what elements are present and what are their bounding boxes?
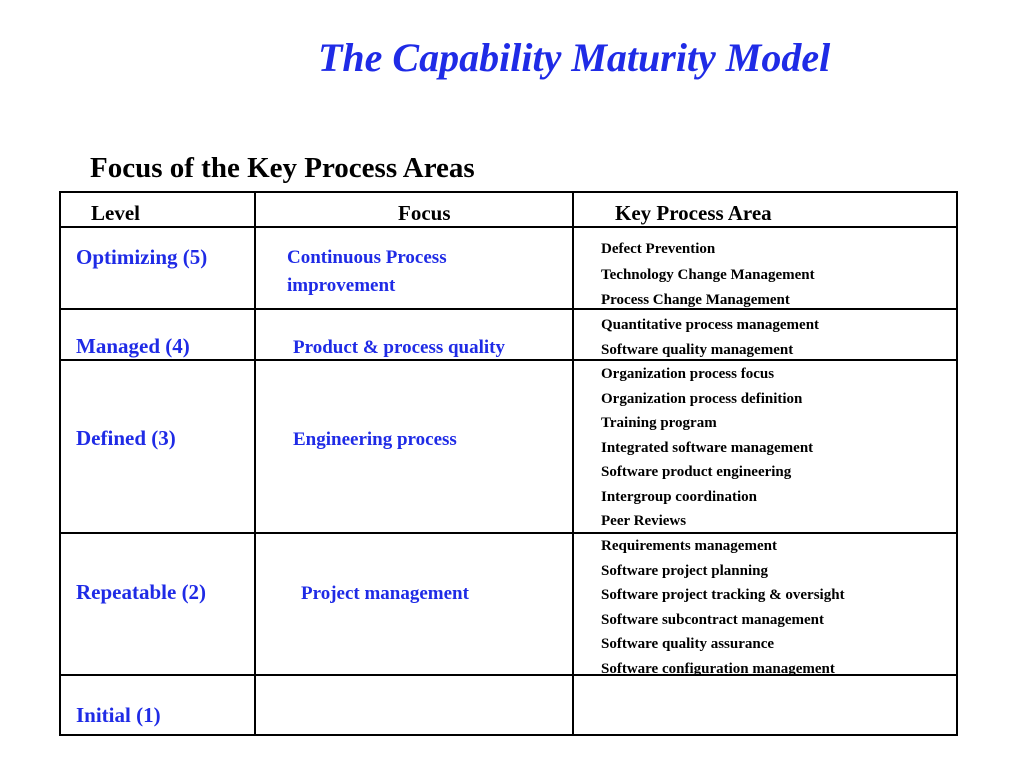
kpa-repeatable-3: Software project tracking & oversight (601, 587, 845, 603)
column-divider-1 (254, 193, 256, 734)
row-divider-1 (61, 308, 956, 310)
focus-defined: Engineering process (293, 429, 457, 450)
slide-subtitle: Focus of the Key Process Areas (90, 152, 475, 184)
kpa-defined-5: Software product engineering (601, 464, 792, 480)
kpa-defined-2: Organization process definition (601, 391, 803, 407)
header-key-process-area: Key Process Area (615, 201, 772, 225)
header-focus: Focus (398, 201, 451, 225)
focus-managed: Product & process quality (293, 337, 505, 358)
kpa-repeatable-1: Requirements management (601, 538, 777, 554)
kpa-repeatable-6: Software configuration management (601, 661, 835, 677)
kpa-repeatable-4: Software subcontract management (601, 612, 825, 628)
kpa-managed-1: Quantitative process management (601, 317, 820, 333)
kpa-optimizing-1: Defect Prevention (601, 241, 716, 257)
kpa-optimizing-2: Technology Change Management (601, 267, 815, 283)
column-divider-2 (572, 193, 574, 734)
level-managed: Managed (4) (76, 334, 190, 358)
focus-repeatable: Project management (301, 583, 469, 604)
level-defined: Defined (3) (76, 426, 176, 450)
kpa-repeatable-5: Software quality assurance (601, 636, 775, 652)
kpa-defined-7: Peer Reviews (601, 513, 687, 529)
kpa-defined-4: Integrated software management (601, 440, 814, 456)
focus-optimizing: Continuous Process improvement (287, 247, 447, 296)
kpa-repeatable-2: Software project planning (601, 563, 768, 579)
kpa-table (59, 191, 958, 736)
row-divider-3 (61, 532, 956, 534)
level-optimizing: Optimizing (5) (76, 245, 208, 269)
kpa-defined-3: Training program (601, 415, 717, 431)
kpa-optimizing-3: Process Change Management (601, 292, 790, 308)
header-level: Level (91, 201, 140, 225)
kpa-managed-2: Software quality management (601, 342, 794, 358)
row-divider-2 (61, 359, 956, 361)
level-initial: Initial (1) (76, 703, 161, 727)
header-divider (61, 226, 956, 228)
level-repeatable: Repeatable (2) (76, 580, 207, 604)
kpa-defined-6: Intergroup coordination (601, 489, 757, 505)
slide-title: The Capability Maturity Model (318, 35, 831, 80)
kpa-defined-1: Organization process focus (601, 366, 775, 382)
